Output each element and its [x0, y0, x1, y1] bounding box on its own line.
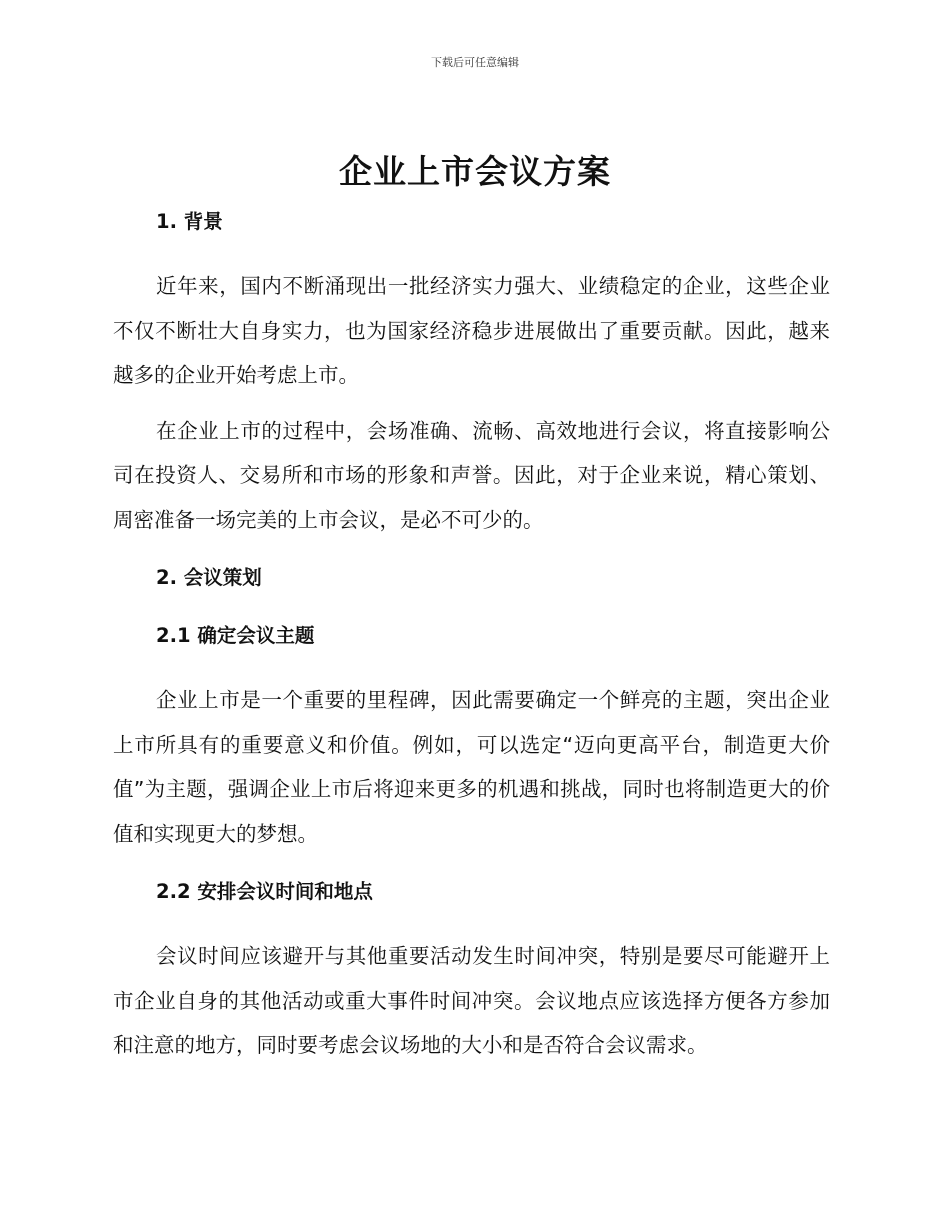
section-heading-planning: 2. 会议策划 [156, 566, 262, 589]
document-title: 企业上市会议方案 [339, 152, 611, 191]
page-header-note: 下载后可任意编辑 [431, 56, 519, 69]
paragraph-background-1: 近年来，国内不断涌现出一批经济实力强大、业绩稳定的企业，这些企业不仅不断壮大自身实力，也为国家经济稳步进展做出了重要贡献。因此，越来越多的企业开始考虑上市。 [113, 274, 830, 387]
subsection-heading-theme: 2.1 确定会议主题 [156, 624, 315, 647]
paragraph-theme: 企业上市是一个重要的里程碑，因此需要确定一个鲜亮的主题，突出企业上市所具有的重要意义和价值。例如，可以选定“迈向更高平台，制造更大价值”为主题，强调企业上市后将迎来更多的机遇和挑战，同时也将制造更大的价值和实现更大的梦想。 [113, 688, 830, 846]
section-heading-background: 1. 背景 [156, 210, 223, 233]
document-body [113, 207, 830, 1068]
subsection-heading-time-location: 2.2 安排会议时间和地点 [156, 880, 373, 903]
paragraph-background-2: 在企业上市的过程中，会场准确、流畅、高效地进行会议，将直接影响公司在投资人、交易所和市场的形象和声誉。因此，对于企业来说，精心策划、周密准备一场完美的上市会议，是必不可少的。 [113, 418, 830, 532]
paragraph-time-location: 会议时间应该避开与其他重要活动发生时间冲突，特别是要尽可能避开上市企业自身的其他活动或重大事件时间冲突。会议地点应该选择方便各方参加和注意的地方，同时要考虑会议场地的大小和是否符合会议需求。 [113, 944, 830, 1057]
